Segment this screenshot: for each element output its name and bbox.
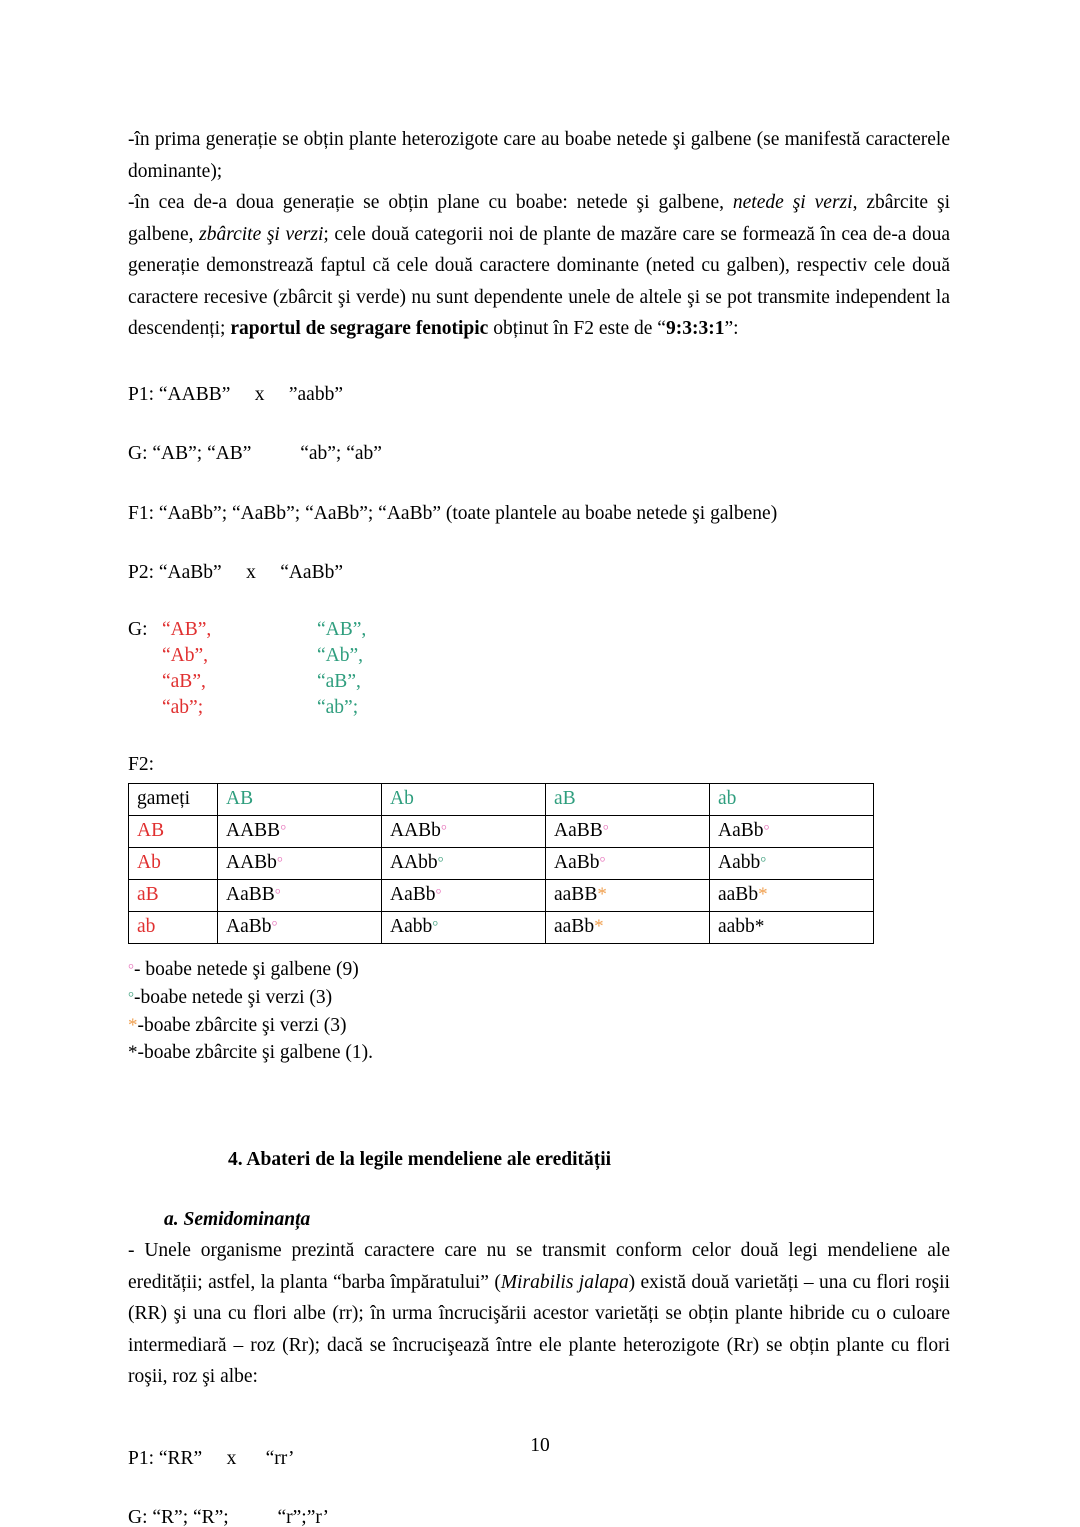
phenotype-marker-icon: * (758, 883, 768, 905)
table-cell-1-1 (382, 848, 546, 880)
genotype-text: aabb (718, 915, 755, 937)
phenotype-marker-icon: ° (435, 886, 442, 903)
gamete-row (128, 617, 950, 643)
page-content (128, 124, 950, 1527)
punnett-square-table (128, 783, 874, 944)
legend-text: -boabe netede şi verzi (3) (134, 987, 333, 1008)
legend-text: - boabe netede şi galbene (9) (134, 959, 359, 980)
p2-italic-netede-verzi: netede şi verzi (732, 192, 853, 213)
p2-text-c: ; cele două categorii noi de plante de mazăre care se formează în cea de-a doua generație demonstrează faptul că cele două caractere dominante (neted cu galben), respectiv cele două caractere recesive (zbârcit şi verde) nu sunt dependente unele de altele şi se pot transmite independent la descendenți; (128, 223, 950, 339)
gamete-left-3: “ab”; (162, 696, 204, 718)
p2-text-d: obținut în F2 este de “ (488, 318, 666, 339)
table-column-header-0: AB (218, 784, 382, 816)
p2-text-e: ”: (724, 318, 739, 339)
table-cell-3-0 (218, 912, 382, 944)
phenotype-marker-icon: ° (437, 854, 444, 871)
phenotype-marker-icon: ° (271, 918, 278, 935)
table-cell-1-3 (710, 848, 874, 880)
table-cell-3-1 (382, 912, 546, 944)
table-column-header-2: aB (546, 784, 710, 816)
table-header-row (129, 784, 874, 816)
genotype-text: AAbb (390, 851, 438, 873)
spacer (128, 1474, 950, 1502)
table-cell-0-3 (710, 816, 874, 848)
legend-item-1 (128, 984, 950, 1012)
legend-item-0 (128, 956, 950, 984)
table-row (129, 880, 874, 912)
table-column-header-1: Ab (382, 784, 546, 816)
table-corner-header: gameți (129, 784, 218, 816)
table-cell-0-2 (546, 816, 710, 848)
phenotype-marker-icon: ° (760, 854, 767, 871)
phenotype-marker-icon: ° (440, 822, 447, 839)
gamete-right-0: “AB”, (317, 618, 367, 640)
table-cell-3-2 (546, 912, 710, 944)
genotype-text: AaBB (226, 883, 275, 905)
cross-p1-semidominance: P1: “RR” x “rr’ (128, 1447, 295, 1469)
table-row-header-1: Ab (129, 848, 218, 880)
gamete-row (128, 669, 950, 695)
phenotype-marker-icon: * (594, 915, 604, 937)
p2-text-b: , zbârcite şi galbene, (128, 192, 950, 245)
legend-marker-icon-orange: * (128, 1015, 138, 1036)
cross-f1-dihybrid: F1: “AaBb”; “AaBb”; “AaBb”; “AaBb” (toate plantele au boabe netede şi galbene) (128, 502, 778, 524)
phenotype-marker-icon: ° (276, 854, 283, 871)
genotype-text: AABB (226, 819, 281, 841)
phenotype-marker-icon: ° (274, 886, 281, 903)
table-row (129, 816, 874, 848)
gamete-list (128, 617, 950, 721)
table-cell-1-0 (218, 848, 382, 880)
table-cell-2-1 (382, 880, 546, 912)
table-row-header-2: aB (129, 880, 218, 912)
gamete-left-1: “Ab”, (162, 644, 209, 666)
phenotype-marker-icon: * (597, 883, 607, 905)
legend-item-2 (128, 1012, 950, 1039)
phenotype-marker-icon: ° (763, 822, 770, 839)
table-row (129, 912, 874, 944)
legend-text: -boabe zbârcite şi verzi (3) (137, 1015, 347, 1036)
semidominanta-italic-species: Mirabilis jalapa (500, 1271, 629, 1293)
table-cell-2-3 (710, 880, 874, 912)
gamete-right-2: “aB”, (317, 670, 361, 692)
p2-text-a: -în cea de-a doua generație se obțin plane cu boabe: netede şi galbene, (128, 192, 733, 213)
gamete-left-2: “aB”, (162, 670, 206, 692)
cross-g-semidominance: G: “R”; “R”; “r”;”r’ (128, 1507, 330, 1527)
page-number: 10 (530, 1435, 550, 1456)
f2-label: F2: (128, 753, 155, 775)
gamete-left-0: “AB”, (162, 618, 212, 640)
genotype-text: AABb (390, 819, 441, 841)
legend-marker-icon-black: * (128, 1042, 138, 1063)
legend-marker-icon-pink: ° (128, 962, 134, 978)
cross-p2-dihybrid: P2: “AaBb” x “AaBb” (128, 562, 343, 583)
phenotype-marker-icon: ° (602, 822, 609, 839)
gamete-right-1: “Ab”, (317, 644, 364, 666)
p2-bold-raport-segragare: raportul de segragare fenotipic (230, 318, 489, 339)
paragraph-semidominanta (128, 1235, 950, 1393)
paragraph-first-generation (128, 124, 950, 187)
table-cell-0-1 (382, 816, 546, 848)
legend-item-3 (128, 1039, 950, 1066)
phenotype-marker-icon: ° (599, 854, 606, 871)
spacer (128, 1066, 950, 1144)
p2-italic-zbarcite-verzi: zbârcite şi verzi (199, 223, 324, 245)
table-cell-2-0 (218, 880, 382, 912)
spacer (128, 721, 950, 749)
gamete-right-3: “ab”; (317, 696, 359, 718)
table-cell-1-2 (546, 848, 710, 880)
spacer (128, 1176, 950, 1204)
phenotype-marker-icon: ° (280, 822, 287, 839)
table-column-header-3: ab (710, 784, 874, 816)
genotype-text: AaBb (390, 883, 436, 905)
legend-marker-icon-green: ° (128, 990, 134, 1006)
spacer (128, 410, 950, 438)
table-cell-3-3 (710, 912, 874, 944)
section-heading-4: 4. Abateri de la legile mendeliene ale eredității (228, 1149, 612, 1170)
genotype-text: aaBB (554, 883, 598, 905)
p2-bold-ratio: 9:3:3:1 (665, 318, 725, 339)
phenotype-legend (128, 956, 950, 1066)
spacer (128, 529, 950, 557)
legend-text: -boabe zbârcite şi galbene (1). (137, 1042, 374, 1063)
gamete-label: G: (128, 618, 148, 640)
spacer (128, 345, 950, 379)
genotype-text: Aabb (390, 915, 433, 937)
table-row (129, 848, 874, 880)
cross-p1-dihybrid: P1: “AABB” x ”aabb” (128, 383, 343, 405)
phenotype-marker-icon: ° (432, 918, 439, 935)
spacer (128, 470, 950, 498)
paragraph-second-generation (128, 187, 950, 345)
genotype-text: aaBb (554, 915, 595, 937)
cross-g1-dihybrid: G: “AB”; “AB” “ab”; “ab” (128, 443, 382, 464)
genotype-text: Aabb (718, 851, 761, 873)
subsection-heading-semidominanta: a. Semidominanța (164, 1208, 311, 1230)
genotype-text: aaBb (718, 883, 759, 905)
genotype-text: AABb (226, 851, 277, 873)
spacer (128, 589, 950, 617)
gamete-row (128, 695, 950, 721)
paragraph-first-generation-text: -în prima generație se obțin plante heterozigote care au boabe netede şi galbene (se manifestă caracterele dominante); (128, 129, 950, 182)
table-cell-2-2 (546, 880, 710, 912)
genotype-text: AaBB (554, 819, 603, 841)
genotype-text: AaBb (226, 915, 272, 937)
genotype-text: AaBb (718, 819, 764, 841)
genotype-text: AaBb (554, 851, 600, 873)
semidominanta-text-b: ) există două varietăți – una cu flori roşii (RR) şi una cu flori albe (rr); în urma încrucişării acestor varietăți se obțin plante hibride cu o culoare intermediară – roz (Rr); dacă se încrucişează între ele plante heterozigote (Rr) se obțin plante cu flori roşii, roz şi albe: (128, 1271, 950, 1387)
phenotype-marker-icon: * (754, 915, 765, 937)
table-row-header-0: AB (129, 816, 218, 848)
table-row-header-3: ab (129, 912, 218, 944)
semidominanta-text-a: - Unele organisme prezintă caractere care nu se transmit conform celor două legi mendeliene ale eredității; astfel, la planta “barba împăratului” ( (128, 1240, 950, 1293)
gamete-row (128, 643, 950, 669)
table-cell-0-0 (218, 816, 382, 848)
